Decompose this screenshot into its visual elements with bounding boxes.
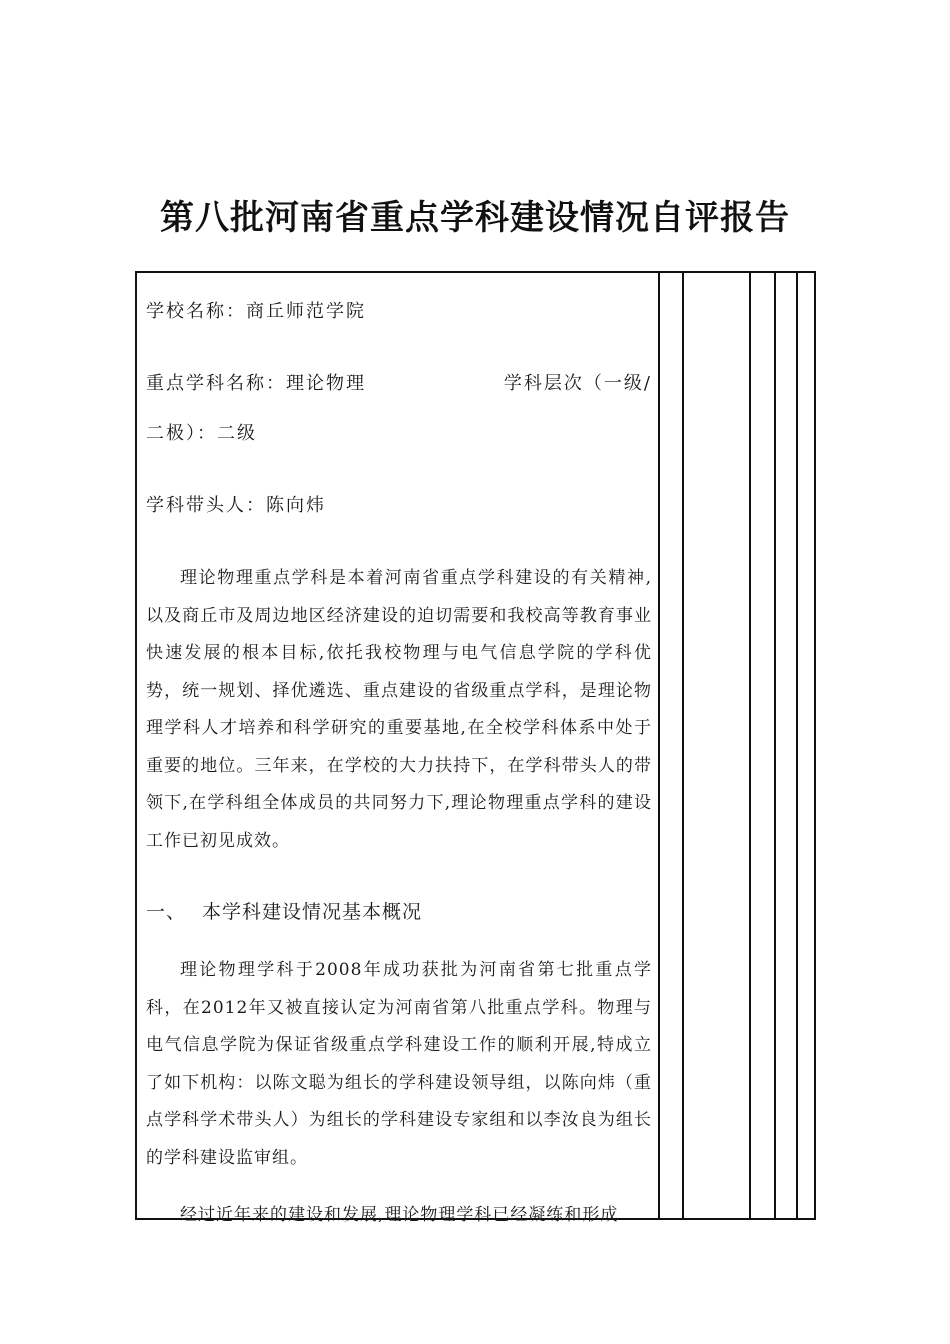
column-divider-5: [796, 271, 798, 1220]
discipline-name-field: 重点学科名称：理论物理: [146, 373, 366, 394]
discipline-level-value: 二极）：二级: [146, 423, 257, 444]
column-divider-4: [774, 271, 776, 1220]
discipline-level-label: 学科层次（一级/: [503, 373, 652, 394]
school-name-field: 学校名称：商丘师范学院: [146, 301, 366, 322]
column-divider-2: [682, 271, 684, 1220]
intro-paragraph: 理论物理重点学科是本着河南省重点学科建设的有关精神,以及商丘市及周边地区经济建设的迫切需要和我校高等教育事业快速发展的根本目标,依托我校物理与电气信息学院的学科优势，统一规划、择优遴选、重点建设的省级重点学科，是理论物理学科人才培养和科学研究的重要基地,在全校学科体系中处于重要的地位。三年来，在学校的大力扶持下，在学科带头人的带领下,在学科组全体成员的共同努力下,理论物理重点学科的建设工作已初见成效。: [146, 568, 652, 851]
overview-paragraph: 理论物理学科于2008年成功获批为河南省第七批重点学科，在2012年又被直接认定为河南省第八批重点学科。物理与电气信息学院为保证省级重点学科建设工作的顺利开展,特成立了如下机构：以陈文聪为组长的学科建设领导组，以陈向炜（重点学科学术带头人）为组长的学科建设专家组和以李汝良为组长的学科建设监审组。: [146, 960, 652, 1168]
discipline-row: [146, 364, 652, 404]
section-number: 一、: [146, 901, 187, 923]
development-paragraph: 经过近年来的建设和发展,理论物理学科已经凝练和形成: [180, 1205, 619, 1225]
column-divider-1: [658, 271, 660, 1220]
discipline-leader-field: 学科带头人：陈向炜: [146, 495, 326, 516]
section-title: 本学科建设情况基本概况: [202, 901, 423, 923]
report-title: 第八批河南省重点学科建设情况自评报告: [160, 198, 790, 238]
column-divider-3: [749, 271, 751, 1220]
report-body: [146, 292, 652, 1252]
section-heading-1: [146, 892, 652, 932]
